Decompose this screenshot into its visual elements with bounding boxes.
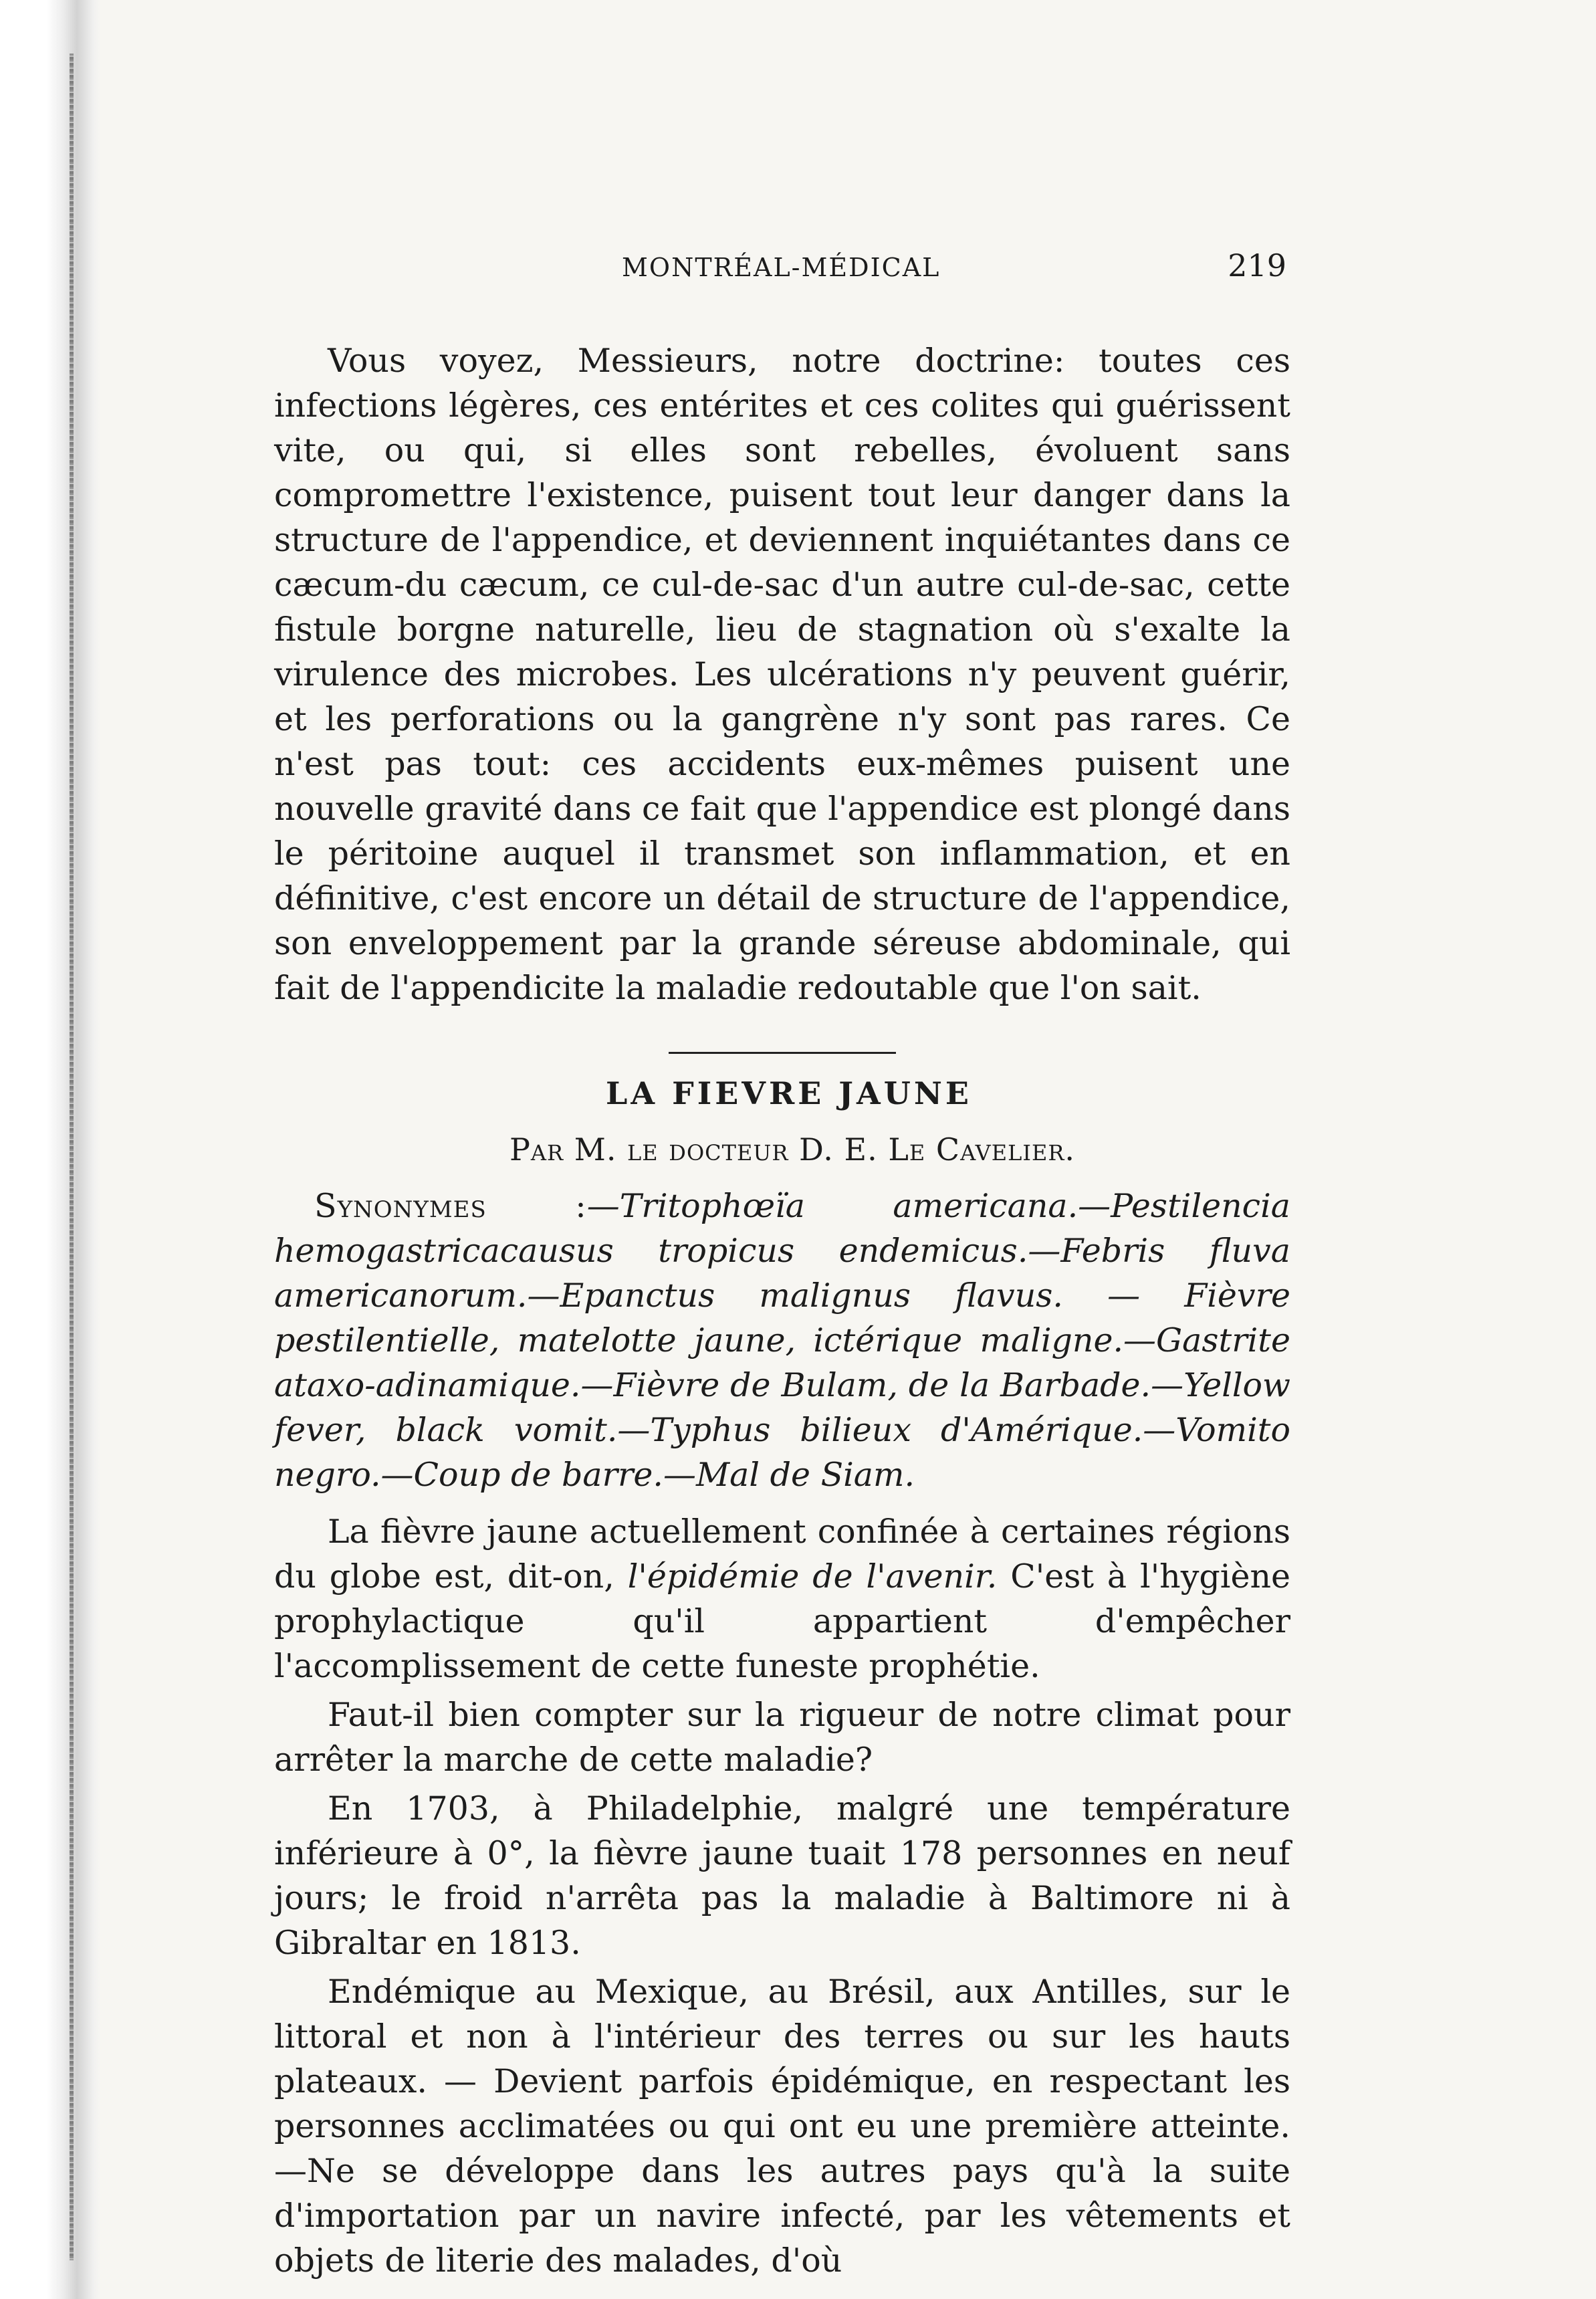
article-byline: Par M. le docteur D. E. Le Cavelier. (509, 1131, 1076, 1168)
page-content (274, 247, 1290, 2283)
synonyms-list: —Tritophœïa americana.—Pestilencia hemogastricacausus tropicus endemicus.—Febris fluva americanorum.—Epanctus malignus flavus. — Fièvre pestilentielle, matelotte jaune, ictérique maligne.—Gastrite ataxo-adinamique.—Fièvre de Bulam, de la Barbade.—Yellow fever, black vomit.—Typhus bilieux d'Amérique.—Vomito negro.—Coup de barre.—Mal de Siam. (274, 1187, 1290, 1494)
paragraph-epidemic-italic: l'épidémie de l'avenir. (627, 1557, 998, 1596)
article-title: LA FIEVRE JAUNE (606, 1075, 972, 1111)
synonyms-paragraph (274, 1184, 1290, 1497)
journal-title: MONTRÉAL-MÉDICAL (622, 253, 941, 282)
paragraph-epidemic (274, 1509, 1290, 1688)
book-binding-edge (0, 0, 100, 2299)
paragraph-philadelphia: En 1703, à Philadelphie, malgré une température inférieure à 0°, la fièvre jaune tuait 178 personnes en neuf jours; le froid n'arrêta pas la maladie à Baltimore ni à Gibraltar en 1813. (274, 1789, 1290, 1962)
paragraph-appendicitis: Vous voyez, Messieurs, notre doctrine: toutes ces infections légères, ces entérites et ces colites qui guérissent vite, ou qui, si elles sont rebelles, évoluent sans compromettre l'existence, puisent tout leur danger dans la structure de l'appendice, et deviennent inquiétantes dans ce cæcum-du cæcum, ce cul-de-sac d'un autre cul-de-sac, cette fistule borgne naturelle, lieu de stagnation où s'exalte la virulence des microbes. Les ulcérations n'y peuvent guérir, et les perforations ou la gangrène n'y sont pas rares. Ce n'est pas tout: ces accidents eux-mêmes puisent une nouvelle gravité dans ce fait que l'appendice est plongé dans le péritoine auquel il transmet son inflammation, et en définitive, c'est encore un détail de structure de l'appendice, son enveloppement par la grande séreuse abdominale, qui fait de l'appendicite la maladie redoutable que l'on sait. (274, 342, 1290, 1007)
paragraph-epidemic-start: La fièvre jaune actuellement confinée à certaines régions du globe est, dit-on, (274, 1513, 1290, 1596)
paragraph-epidemic-end: C'est à l'hygiène prophylactique qu'il appartient d'empêcher l'accomplissement de cette funeste prophétie. (274, 1557, 1290, 1685)
paragraph-endemic: Endémique au Mexique, au Brésil, aux Antilles, sur le littoral et non à l'intérieur des terres ou sur les hauts plateaux. — Devient parfois épidémique, en respectant les personnes acclimatées ou qui ont eu une première atteinte.—Ne se développe dans les autres pays qu'à la suite d'importation par un navire infecté, par les vêtements et objets de literie des malades, d'où (274, 1973, 1290, 2280)
synonyms-label: Synonymes : (314, 1187, 587, 1225)
section-divider (669, 1052, 896, 1054)
page-number: 219 (1228, 247, 1286, 284)
running-header (274, 247, 1290, 284)
paragraph-climate: Faut-il bien compter sur la rigueur de notre climat pour arrêter la marche de cette maladie? (274, 1696, 1290, 1779)
